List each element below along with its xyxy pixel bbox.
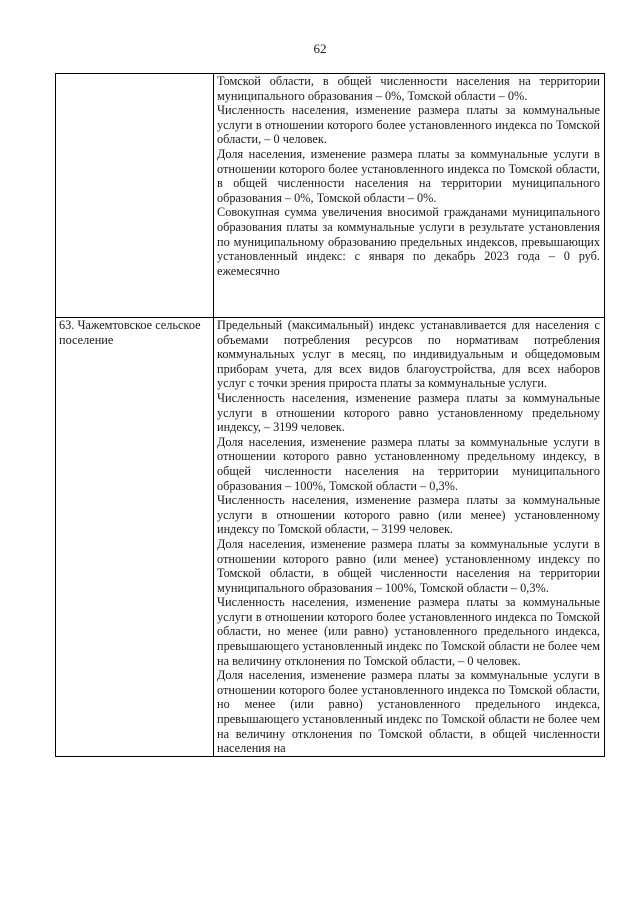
paragraph: Численность населения, изменение размера платы за коммунальные услуги в отношении которого равно (или менее) установленному индексу по Томской области, – 3199 человек. xyxy=(217,493,600,537)
paragraph: Доля населения, изменение размера платы за коммунальные услуги в отношении которого равно (или менее) установленному индексу по Томской области, в общей численности населения на территории муниципального образования – 100%, Томской области – 0,3%. xyxy=(217,536,600,595)
paragraph: Томской области, в общей численности населения на территории муниципального образования – 0%, Томской области – 0%. xyxy=(217,74,600,103)
indices-table xyxy=(55,73,605,757)
paragraph: Предельный (максимальный) индекс устанавливается для населения с объемами потребления ресурсов по нормативам потребления коммунальных услуг в месяц, по индивидуальным и общедомовым приборам учета, для всех видов благоустройства, для всех наборов услуг с точки зрения прироста платы за коммунальные услуги. xyxy=(217,318,600,391)
paragraph: Численность населения, изменение размера платы за коммунальные услуги в отношении которого более установленного индекса по Томской области, но менее (или равно) установленного предельного индекса, превышающего установленный индекс по Томской области не более чем на величину отклонения по Томской области, – 0 человек. xyxy=(217,595,600,668)
paragraph: Совокупная сумма увеличения вносимой гражданами муниципального образования платы за коммунальные услуги в результате установления по муниципальному образованию предельных индексов, превышающих установленный индекс: с января по декабрь 2023 года – 0 руб. ежемесячно xyxy=(217,205,600,278)
paragraph: Доля населения, изменение размера платы за коммунальные услуги в отношении которого более установленного индекса по Томской области, но менее (или равно) установленного предельного индекса, превышающего установленный индекс по Томской области не более чем на величину отклонения по Томской области, в общей численности населения на xyxy=(217,668,600,756)
paragraph: Доля населения, изменение размера платы за коммунальные услуги в отношении которого равно установленному предельному индексу, в общей численности населения на территории муниципального образования – 100%, Томской области – 0,3%. xyxy=(217,434,600,493)
paragraph: Численность населения, изменение размера платы за коммунальные услуги в отношении которого равно установленному предельному индексу, – 3199 человек. xyxy=(217,390,600,435)
table-row xyxy=(56,318,605,757)
settlement-cell xyxy=(56,74,214,318)
settlement-cell: 63. Чажемтовское сельское поселение xyxy=(56,318,214,757)
page-number: 62 xyxy=(313,41,327,56)
paragraph: Численность населения, изменение размера платы за коммунальные услуги в отношении которого более установленного индекса по Томской области, – 0 человек. xyxy=(217,103,600,147)
paragraph: Доля населения, изменение размера платы за коммунальные услуги в отношении которого более установленного индекса по Томской области, в общей численности населения на территории муниципального образования – 0%, Томской области – 0%. xyxy=(217,146,600,205)
description-cell xyxy=(214,74,605,318)
description-cell xyxy=(214,318,605,757)
table-row xyxy=(56,74,605,318)
